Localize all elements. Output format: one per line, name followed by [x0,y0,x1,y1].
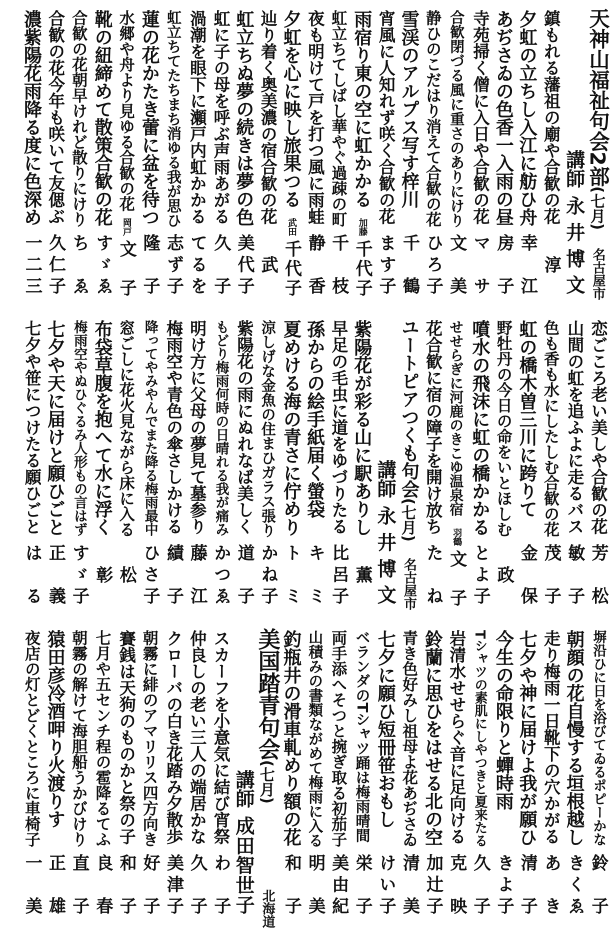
poem-text: 梅雨空や青色の傘さしかける [163,320,183,535]
poem-text: 鈴蘭に思ひをはせる北の空 [422,630,444,846]
poem-author: ひろ子 [422,234,443,294]
poem-column [90,2,114,300]
section-title-text: 美国踏青句会 [254,628,280,760]
poem-text: 噴水の飛沫に虹の橋かかる [469,320,491,536]
poem-column [467,622,491,928]
poem-author: 芳松 [587,544,608,604]
poem-column [397,622,421,928]
poem-author: 美代子 [233,234,254,294]
poem-author: 和子 [280,854,301,914]
poem-text: 朝霧に緋のアマリリス四方向き [140,630,159,847]
poem-text: 辿り着く奥美濃の宿合歓の花 [258,10,278,225]
poem-text: 夏めける海の青さに佇めり [280,320,302,536]
tier-middle [2,312,609,610]
poem-column [515,312,539,610]
poem-text: 梅雨空やぬひぐるみ人形もの言はず [70,320,87,536]
poem-text: 両手添へそつと捥ぎ取る初茄子 [329,630,348,847]
poem-column [538,622,562,928]
poem-text: ベランダのTシャツ踊は梅雨晴間 [353,630,370,843]
poem-author: はる [21,544,42,604]
poem-author: 千鶴 [398,234,419,294]
poem-column [302,622,326,928]
poem-text: 降ってやみやんでまた降る梅雨最中 [141,320,158,536]
poem-author: 美津子 [163,854,184,914]
poem-author: 栄子 [351,854,372,914]
poem-author: 文美 [446,234,467,294]
poem-text: 野牡丹の今日の命をいとほしむ [494,320,513,537]
poem-author: 鈴子 [587,854,608,914]
poem-column [19,312,43,610]
poem-text: 静ひのこだはり消えて合歓の花 [423,10,442,227]
poem-column [585,312,609,610]
poem-column [302,312,326,610]
title-column [255,622,279,928]
poem-column [137,2,161,300]
poem-author: きくゑ [564,854,585,914]
poem-author: 美由紀 [328,854,349,914]
poem-column [491,622,515,928]
poem-text: 孫からの絵手紙届く螢袋 [304,320,326,518]
poem-text: 青き色好みし祖母よ花あぢさゐ [400,630,419,847]
poem-author: 政 [493,565,514,583]
poem-text: 七夕や神に届けよ我が願ひ [516,630,538,846]
poem-author: 敏子 [564,544,585,604]
poem-author: 明美 [304,854,325,914]
poem-author: 薫 [351,565,372,583]
poem-text: 靴の紐締めて散策合歓の花 [91,10,113,226]
poem-text: 布袋草腹を抱へて水に浮く [91,320,113,536]
poem-author: 隆子 [139,234,160,294]
poem-text: 虹の橋木曽三川に跨りて [516,320,538,518]
poem-text: 賽銭は天狗のものかと祭の子 [116,630,136,845]
lecturer-column [373,312,397,610]
poem-author: 藤江 [186,544,207,604]
poem-text: 紫陽花が彩る山に駅ありし [351,320,373,536]
poem-column [114,622,138,928]
poem-author: わ子 [210,854,231,914]
poem-text: 山積みの書類ながめて梅雨に入る [306,630,323,848]
poem-column [184,312,208,610]
poem-author: 久仁子 [45,234,66,294]
section-title [398,318,420,542]
poem-column [161,312,185,610]
poem-column [585,622,609,928]
poem-column [279,2,303,300]
poem-author: 一美 [21,854,42,914]
poem-column [467,2,491,300]
poem-text: 山間の虹を追ふよに走るバス [564,320,584,535]
poem-author: 彰 [92,565,113,583]
poem-author: 茂子 [540,544,561,604]
poem-text: スカーフを小意気に結び宵祭 [210,630,230,845]
author-surname: 羽鶴 [451,528,462,546]
poem-text: 虹立ちぬ夢の続きは夢の色 [233,10,255,226]
poem-author: 文子 [115,240,136,296]
poem-text: 蓮の花かたき蕾に盆を待つ [138,10,160,226]
poem-text: 合歓閉づる風に重さのありにけり [447,10,464,228]
poem-column [43,622,67,928]
poem-text: 虹立ちてしばし華やぐ過疎の町 [329,10,348,227]
poem-text: 鎮もれる藩祖の廟や合歓の花 [541,10,561,225]
poem-column [161,2,185,300]
poem-author: 千代子 [280,240,301,296]
poem-author: ちゑ [68,234,89,294]
poem-text: 涼しげな金魚の住まひガラス張り [259,320,276,538]
lecturer-column [232,622,256,928]
poem-column [137,622,161,928]
poem-author: 加辻子 [422,854,443,914]
poem-column [43,2,67,300]
poem-column [66,622,90,928]
poem-column [255,312,279,610]
poem-column [326,312,350,610]
poem-column [114,2,138,300]
poem-text: 濃紫陽花雨降る度に色深め [20,10,42,226]
poem-author: あき [540,854,561,914]
lecturer-label: 講師 [232,770,255,808]
poem-column [208,312,232,610]
poem-column [66,312,90,610]
poem-author: 一二三 [21,234,42,294]
poem-column [491,2,515,300]
section-location: 名古屋市 [400,558,416,610]
lecturer-label: 講師 [563,150,586,188]
poem-text: 釣瓶井の滑車軋めり額の花 [280,630,302,846]
poem-author: 千枝 [328,234,349,294]
poem-column [19,622,43,928]
poem-column [161,622,185,928]
poem-column [279,622,303,928]
tier-top [2,2,609,300]
poem-column [232,312,256,610]
poem-text: 夕虹の立ちし入江に舫ひ舟 [516,10,538,226]
poem-column [114,312,138,610]
poem-author: 静香 [304,234,325,294]
poem-text: 塀沿ひに日を浴びてゐるポピーかな [589,630,606,846]
poem-author: ひさ子 [139,544,160,604]
poem-text: 七月や五センチ程の雹降るてふ [93,630,112,847]
poem-column [349,622,373,928]
poem-author: 淳 [540,255,561,273]
poem-text: 寺苑掃く僧に入日や合歓の花 [470,10,490,225]
poem-column [184,2,208,300]
poem-column [420,312,444,610]
poem-author: 正義 [45,544,66,604]
poem-author: 幸江 [516,234,537,294]
poem-column [19,2,43,300]
poem-text: 走り梅雨一日靴下の穴かがる [541,630,561,845]
poem-column [279,312,303,610]
poem-column [302,2,326,300]
section-month: (七月) [399,498,418,542]
poem-author: 正雄 [45,854,66,914]
poem-text: 合歓の花朝早けれど散りにけり [69,10,88,227]
poem-author: 久子 [186,854,207,914]
poem-column [420,2,444,300]
poem-text: 七夕や笹につけたる願ひごと [22,320,42,535]
section-title-text: 天神山福祉句会2部 [585,8,610,187]
poem-column [208,2,232,300]
poem-text: 七夕や天に届けと願ひごと [44,320,66,536]
poem-text: 窓ごしに花火見ながら床に入る [117,320,136,537]
poem-text: 岩清水せせらぐ音に足向ける [446,630,466,845]
poem-author: マサ [469,234,490,294]
section-title [256,628,278,804]
poem-column [255,2,279,300]
poem-column [397,2,421,300]
poem-author: 好子 [139,854,160,914]
section-location: 名古屋市 [589,248,605,300]
poem-column [90,622,114,928]
poem-author: 比呂子 [328,544,349,604]
poem-author: すゞ子 [68,544,89,604]
poem-text: 夜も明けて戸を打つ風に雨蛙 [305,10,325,225]
poem-author: 清子 [516,854,537,914]
poem-author: たね [422,544,443,604]
poem-text: 色も香も水にしたしむ合歓の花 [541,320,560,537]
poem-text: 夕虹を心に映し旅果つる [280,10,302,208]
poem-author: 千代子 [351,240,372,296]
poem-author: 直子 [68,854,89,914]
poem-text: もどり梅雨何時の日晴れる我が痛み [212,320,229,536]
poem-column [420,622,444,928]
poem-column [184,622,208,928]
section-location: 北海道 [259,889,275,928]
poem-column [444,312,468,610]
poem-column [373,2,397,300]
poem-author: すゞゑ [92,234,113,294]
author-surname: 武田 [285,218,296,236]
poem-text: 朝顔の花自慢する垣根越し [563,630,585,846]
section-title-text: ユートピアつくも句会 [398,318,420,498]
poem-text: 恋ごころ老い美しや合歓の花 [588,320,608,535]
poem-column [538,312,562,610]
poem-author: 道子 [233,544,254,604]
poem-author: かつゑ [210,544,231,604]
lecturer-column [562,2,586,300]
poem-author: きよ子 [493,854,514,914]
author-surname: 岡戸 [120,218,131,236]
poem-column [562,312,586,610]
poem-column [349,312,373,610]
poem-author: トミ [280,544,301,604]
title-column [585,2,609,300]
poem-column [444,2,468,300]
poem-text: 水郷や舟より見ゆる合歓の花 [117,10,136,212]
poem-text: 七夕に願ひ短冊笹おもし [374,630,396,828]
poem-author: 金保 [516,544,537,604]
poem-column [538,2,562,300]
title-column [397,312,421,610]
poem-column [232,2,256,300]
section-month: (七月) [588,186,607,230]
poem-text: 虹立ちてたちまち消ゆる我が思ひ [164,10,181,228]
poem-text: 今生の命限りと蟬時雨 [492,630,514,810]
poem-column [137,312,161,610]
poem-author: 久子 [469,854,490,914]
lecturer-name: 成田智世子 [232,816,255,914]
poem-column [43,312,67,610]
poem-author: 清美 [398,854,419,914]
lecturer-name: 永井博文 [374,506,397,604]
lecturer-label: 講師 [374,460,397,498]
poem-author: ます子 [375,234,396,294]
poem-author: とよ子 [469,544,490,604]
poem-text: 紫陽花の雨にぬれなば美しく [234,320,254,535]
poem-author: 績子 [163,544,184,604]
poem-text: Tシャツの素肌にしやつきと夏来たる [471,630,487,847]
poem-author: けい子 [375,854,396,914]
poem-column [515,622,539,928]
poem-author: 志ず子 [163,234,184,294]
poem-text: 朝霧の解けて海胆船うかびけり [69,630,88,847]
poem-text: あぢさゐの色香一入雨の昼 [492,10,514,226]
poem-text: 雪渓のアルプス写す梓川 [398,10,420,208]
poem-text: 宵風に人知れず咲く合歓の花 [376,10,396,225]
poem-text: 早足の毛虫に道をゆづりたる [328,320,348,535]
poem-author: 良春 [92,854,113,914]
poem-author: 久子 [210,234,231,294]
poem-text: 夜店の灯とどくところに車椅子 [22,630,41,847]
poem-column [373,622,397,928]
poem-text: 合歓の花今年も咲いて友偲ぶ [45,10,65,225]
tier-bottom [2,622,609,928]
poem-column [444,622,468,928]
poem-column [515,2,539,300]
poem-text: 花合歓に宿の障子を開け放ち [423,320,443,535]
poem-column [467,312,491,610]
author-surname: 加藤 [356,218,367,236]
poem-text: 仲良しの老い三人の端居かな [187,630,207,845]
poem-column [326,2,350,300]
section-month: (七月) [257,760,276,804]
poem-author: 克映 [446,854,467,914]
poem-author: 松 [115,565,136,583]
poem-text: 虹に子の母を呼ぶ声雨あがる [210,10,230,225]
poem-text: クローバの白き花踏み夕散歩 [163,630,183,845]
poem-author: 房子 [493,234,514,294]
poem-column [326,622,350,928]
poem-author: キミ [304,544,325,604]
poem-column [90,312,114,610]
poem-column [208,622,232,928]
poem-author: てるを [186,234,207,294]
poem-column [349,2,373,300]
poem-author: 和子 [115,854,136,914]
poem-text: 猿田彦冷酒呷り火渡りす [44,630,66,828]
poem-author: 武 [257,255,278,273]
poem-text: 渦潮を眼下に瀬戸内虹かかる [187,10,207,225]
lecturer-name: 永井博文 [563,196,586,294]
poem-column [66,2,90,300]
poem-column [491,312,515,610]
section-title [587,8,608,230]
poem-text: 雨宿り東の空に虹かかる [351,10,373,208]
poem-text: 明け方に父母の夢見て墓参り [187,320,207,535]
poem-text: せせらぎに河鹿のきこゆ温泉宿 [447,320,464,516]
poem-column [562,622,586,928]
poem-author: かね子 [257,544,278,604]
poem-author: 文子 [446,550,467,606]
